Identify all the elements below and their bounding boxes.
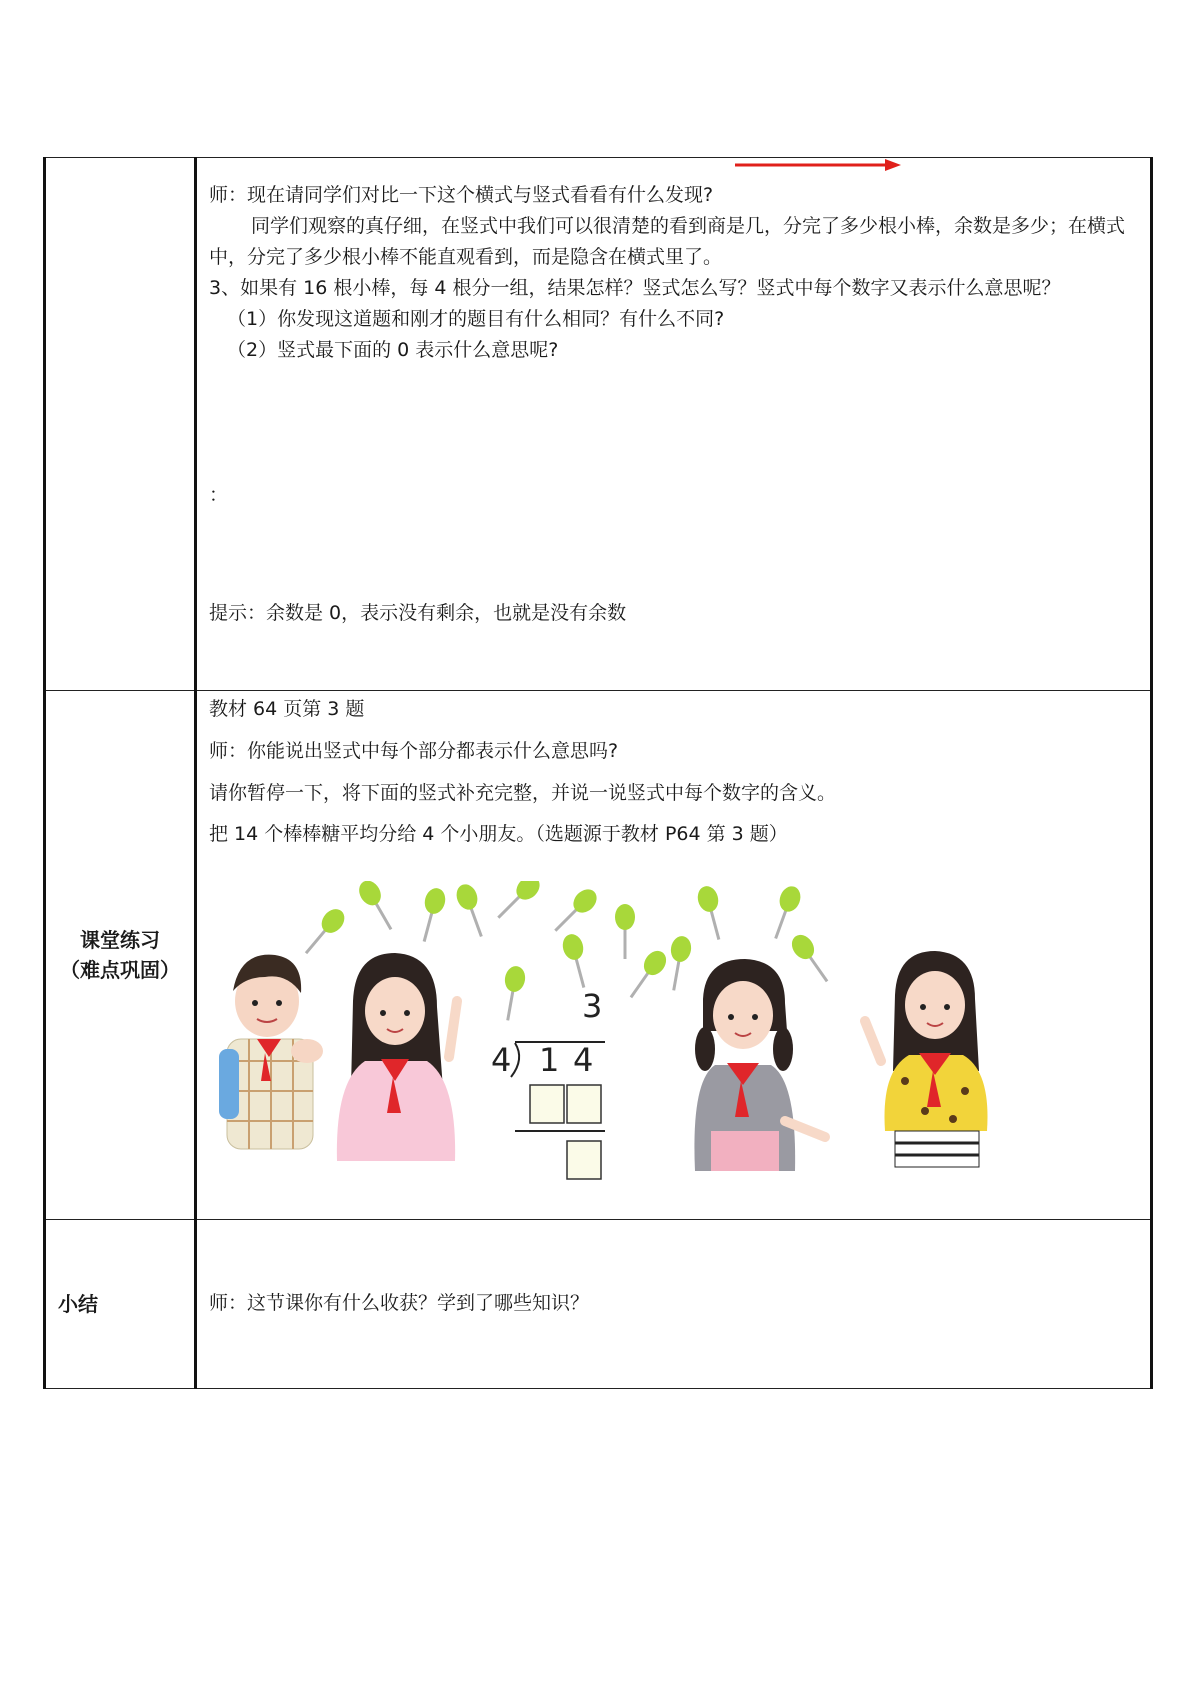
remainder-box [567,1141,601,1179]
practice-sublabel: （难点巩固） [60,958,180,982]
sub-question-2: （2）竖式最下面的 0 表示什么意思呢? [227,339,559,361]
child-girl-figure [694,959,825,1171]
teacher-question: 师：你能说出竖式中每个部分都表示什么意思吗? [209,740,619,762]
child-girl-figure [337,953,457,1161]
question-3: 3、如果有 16 根小棒，每 4 根分一组，结果怎样？竖式怎么写？竖式中每个数字又表示什么意思呢？ [209,277,1061,299]
product-tens-box [530,1085,564,1123]
problem-statement: 把 14 个棒棒糖平均分给 4 个小朋友。（选题源于教材 P64 第 3 题） [209,823,788,845]
summary-label: 小结 [58,1292,98,1316]
illustration [205,881,1145,1201]
red-arrow-icon [735,158,905,172]
colon-mark: ： [209,484,229,506]
quotient: 3 [582,987,603,1025]
teacher-question: 师：现在请同学们对比一下这个横式与竖式看看有什么发现? [209,184,714,206]
row-discussion [45,158,1152,691]
row-label-practice [45,691,196,1220]
row-summary [45,1220,1152,1389]
row-content [196,158,1152,691]
observation-paragraph: 同学们观察的真仔细，在竖式中我们可以很清楚的看到商是几，分完了多少根小棒，余数是多少；在横式中，分完了多少根小棒不能直观看到，而是隐含在横式里了。 [209,215,1126,268]
dividend-ones: 4 [573,1041,594,1079]
row-label-empty [45,158,196,691]
row-content [196,691,1152,1220]
summary-question: 师：这节课你有什么收获？学到了哪些知识？ [209,1292,590,1314]
sub-question-1: （1）你发现这道题和刚才的题目有什么相同？有什么不同? [227,308,725,330]
lesson-table [43,157,1153,1389]
row-label-summary [45,1220,196,1389]
row-practice [45,691,1152,1220]
textbook-ref: 教材 64 页第 3 题 [209,698,365,720]
practice-label: 课堂练习 [80,928,160,952]
hint-text: 提示：余数是 0，表示没有剩余，也就是没有余数 [209,602,627,624]
instruction: 请你暂停一下，将下面的竖式补充完整，并说一说竖式中每个数字的含义。 [209,782,837,804]
divisor: 4 [491,1041,512,1079]
dividend-tens: 1 [539,1041,560,1079]
product-ones-box [567,1085,601,1123]
child-boy-figure [219,955,323,1149]
child-girl-figure [865,951,988,1167]
row-content [196,1220,1152,1389]
